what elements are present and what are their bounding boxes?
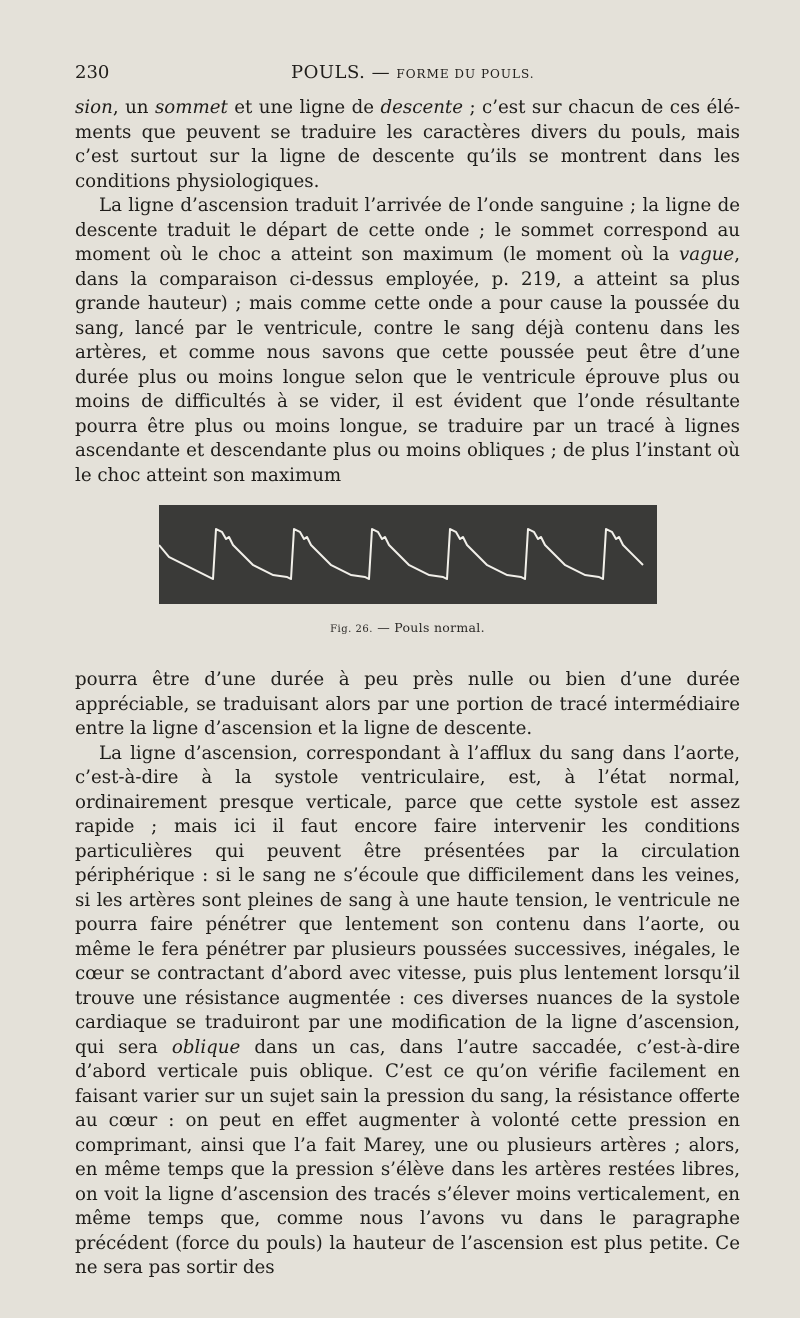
text-run: pourra être d’une durée à peu près nulle ou bien d’une durée appréciable, se traduisant alors par une portion de tracé intermédiaire entre la ligne d’ascension et la ligne de descente. [75, 669, 740, 739]
text-run: , dans la comparaison ci-dessus employée, p. 219, a atteint sa plus grande hauteur) ; mais comme cette onde a pour cause la poussée du sang, lancé par le ventricule, contre le sang déjà contenu dans les artères, et comme nous savons que cette poussée peut être d’une durée plus ou moins longue selon que le ventricule éprouve plus ou moins de difficultés à se vider, il est évident que l’onde résultante pourra être plus ou moins longue, se traduire par un tracé à lignes ascendante et descendante plus ou moins obliques ; de plus l’instant où le choc atteint son maximum [75, 244, 740, 486]
figure-caption-text: Pouls normal. [394, 620, 485, 635]
running-title-main: POULS. [291, 62, 366, 83]
paragraph [75, 194, 740, 488]
text-run: La ligne d’ascension traduit l’arrivée de l’onde sanguine ; la ligne de descente traduit le départ de cette onde ; le sommet correspond au moment où le choc a atteint son maximum (le moment où la [75, 195, 740, 265]
text-run: et une ligne de [227, 97, 381, 118]
figure-caption [75, 620, 740, 635]
pulse-tracing-graphic [159, 505, 657, 604]
text-run: , un [112, 97, 155, 118]
figure-label: Fig. 26. [330, 624, 373, 635]
paragraph [75, 96, 740, 194]
running-title-dash: — [371, 62, 391, 83]
text-block-bottom [75, 668, 740, 1281]
emphasized-text: sion [75, 97, 113, 118]
emphasized-text: oblique [171, 1036, 241, 1058]
text-run: dans un cas, dans l’autre saccadée, c’est-à-dire d’abord verticale puis oblique. C’est ce qu’on vérifie facilement en faisant varier sur un sujet sain la pression du sang, la résistance offerte au cœur : on peut en effet augmenter à volonté cette pression en comprimant, ainsi que l’a fait Marey, une ou plusieurs artères ; alors, en même temps que la pression s’élève dans les artères restées libres, on voit la ligne d’ascension des tracés s’élever moins verticalement, en même temps que, comme nous l’avons vu dans le paragraphe précédent (force du pouls) la hauteur de l’ascension est plus petite. Ce ne sera pas sortir des [75, 1036, 740, 1278]
figure-caption-dash: — [377, 620, 390, 635]
emphasized-text: sommet [154, 97, 228, 118]
text-run: La ligne d’ascension, correspondant à l’afflux du sang dans l’aorte, c’est-à-dire à la systole ventriculaire, est, à l’état normal, ordinairement presque verticale, parce que cette systole est assez rapide ; mais ici il faut encore faire intervenir les conditions particulières qui peuvent être présentées par la circulation périphérique : si le sang ne s’écoule que difficilement dans les veines, si les artères sont pleines de sang à une haute tension, le ventricule ne pourra faire pénétrer que lentement son contenu dans l’aorte, ou même le fera pénétrer par plusieurs poussées successives, inégales, le cœur se contractant d’abord avec vitesse, puis plus lentement lorsqu’il trouve une résistance augmentée : ces diverses nuances de la systole cardiaque se traduiront par une modification de la ligne d’ascension, qui sera [75, 742, 740, 1058]
text-block-top [75, 96, 740, 488]
emphasized-text: vague [678, 244, 735, 265]
text-run: ; c’est sur chacun de ces éléments que peuvent se traduire les caractères divers du pouls, mais c’est surtout sur la ligne de descente qu’ils se montrent dans les conditions physiologiques. [75, 97, 740, 192]
running-title-sub: FORME DU POULS. [396, 67, 535, 81]
running-header [75, 62, 740, 86]
page-number: 230 [75, 62, 110, 83]
running-title [291, 62, 535, 83]
paragraph [75, 742, 740, 1281]
pulse-tracing-figure [159, 505, 657, 604]
paragraph [75, 668, 740, 742]
emphasized-text: descente [380, 97, 464, 118]
